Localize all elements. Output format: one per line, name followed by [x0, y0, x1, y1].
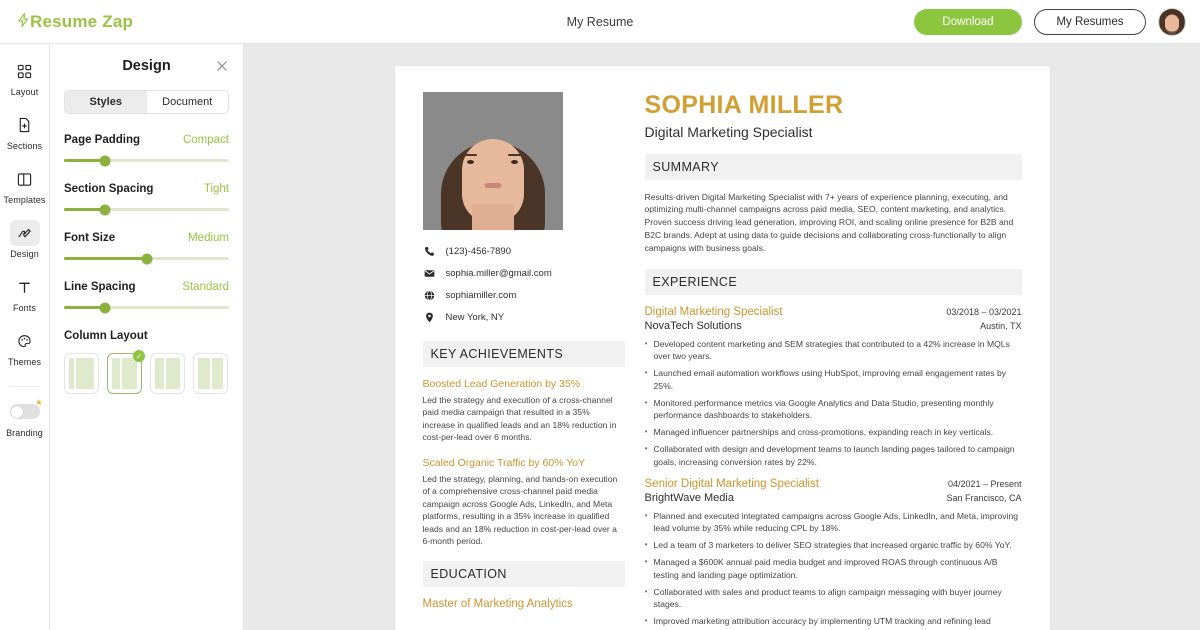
top-bar-actions — [914, 8, 1186, 36]
branding-toggle-wrap — [10, 398, 43, 425]
resume-canvas[interactable] — [244, 44, 1200, 630]
slider-label: Font Size — [64, 232, 116, 244]
column-preview-block — [122, 358, 137, 389]
top-bar — [0, 0, 1200, 44]
photo-eye-left — [467, 160, 474, 164]
bullet-text: Improved marketing attribution accuracy by implementing UTM tracking and refining lead — [653, 616, 991, 627]
bullet-text: Managed influencer partnerships and cross-promotions, expanding reach in key verticals. — [653, 427, 994, 438]
photo-mouth — [484, 183, 501, 188]
sidebar-item-fonts[interactable] — [2, 274, 48, 313]
slider-label: Line Spacing — [64, 281, 136, 293]
sidebar-item-design[interactable] — [2, 220, 48, 259]
sidebar-item-label: Sections — [6, 141, 43, 151]
column-layout-option-balanced-left[interactable] — [150, 353, 185, 394]
job-bullet — [645, 397, 1022, 421]
bullet-dot: • — [644, 396, 648, 407]
contact-email — [423, 268, 625, 279]
job-location: Austin, TX — [980, 320, 1022, 331]
text-t-icon — [10, 274, 40, 300]
column-layout-label: Column Layout — [64, 330, 148, 342]
sidebar-item-label: Layout — [10, 87, 39, 97]
bullet-dot: • — [644, 367, 648, 378]
achievement-item — [423, 457, 625, 548]
crown-icon: ★ — [35, 398, 43, 407]
slider-line-spacing — [64, 281, 229, 309]
experience-title-row — [645, 306, 1022, 318]
photo-eye-right — [511, 160, 518, 164]
contact-value: (123)-456-7890 — [445, 246, 511, 257]
achievement-title: Scaled Organic Traffic by 60% YoY — [422, 456, 586, 469]
column-layout-options — [64, 353, 229, 394]
column-layout-option-sidebar-narrow-left[interactable] — [64, 353, 99, 394]
app-logo[interactable] — [18, 12, 133, 32]
bullet-text: Planned and executed integrated campaigns across Google Ads, LinkedIn, and Meta, improving lead volume by 35% while reducing CPL by 18%. — [653, 510, 1019, 533]
slider-value: Tight — [203, 183, 229, 195]
column-layout-option-wide-left[interactable] — [193, 353, 228, 394]
bullet-dot: • — [644, 509, 648, 520]
photo-neck — [472, 204, 514, 230]
job-title: Digital Marketing Specialist — [644, 305, 783, 318]
contact-value: sophiamiller.com — [445, 290, 517, 301]
resume-role: Digital Marketing Specialist — [644, 123, 813, 140]
close-icon[interactable] — [215, 59, 229, 73]
column-preview-block — [112, 358, 120, 389]
resume-photo — [423, 92, 563, 230]
bullet-text: Led a team of 3 marketers to deliver SEO strategies that increased organic traffic by 60% YoY. — [653, 540, 1012, 551]
job-bullet — [645, 615, 1022, 627]
column-preview-block — [76, 358, 94, 389]
bullet-dot: • — [644, 539, 648, 550]
slider-thumb[interactable] — [100, 302, 111, 313]
column-preview-block — [212, 358, 223, 389]
file-plus-icon — [10, 112, 40, 138]
check-icon: ✓ — [133, 350, 145, 362]
font-size-slider[interactable] — [64, 257, 229, 260]
achievement-body: Led the strategy, planning, and hands-on execution of a comprehensive cross-channel paid media campaign across Google Ads, LinkedIn, and Meta platforms, resulting in a 35% increase in qualified leads and an 18% reduction in cost-per-lead over a 6-month period. — [422, 473, 618, 547]
bullet-text: Collaborated with design and development teams to launch landing pages tailored to campaign goals, increasing conversion rates by 22%. — [653, 444, 1015, 467]
sidebar-item-label: Branding — [6, 428, 43, 438]
sidebar-item-label: Templates — [3, 195, 46, 205]
resume-right-column — [645, 92, 1022, 630]
slider-value: Medium — [188, 232, 229, 244]
design-panel-header — [64, 58, 229, 74]
slider-thumb[interactable] — [141, 253, 152, 264]
achievement-body: Led the strategy and execution of a cross-channel paid media campaign that resulted in a 35% increase in qualified leads and an 18% reduction in cost-per-lead over 6 months. — [422, 395, 617, 443]
experience-heading: EXPERIENCE — [645, 269, 1022, 295]
job-dates: 04/2021 – Present — [947, 478, 1022, 489]
slider-value: Compact — [182, 134, 229, 146]
slider-header — [64, 134, 229, 146]
job-dates: 03/2018 – 03/2021 — [946, 306, 1022, 317]
achievement-item — [423, 378, 625, 444]
column-preview-block — [166, 358, 180, 389]
resume-left-column — [423, 92, 625, 630]
job-bullet — [645, 426, 1022, 438]
experience-title-row — [645, 478, 1022, 490]
slider-label: Page Padding — [64, 134, 141, 146]
bullet-text: Developed content marketing and SEM strategies that contributed to a 42% increase in MQLs over two years. — [653, 338, 1010, 362]
branding-toggle[interactable] — [10, 398, 43, 420]
key-achievements-heading: KEY ACHIEVEMENTS — [423, 341, 625, 367]
tab-styles[interactable]: Styles — [65, 91, 147, 113]
summary-body: Results-driven Digital Marketing Specialist with 7+ years of experience planning, executing, and optimizing multi-channel campaigns across paid media, SEO, content marketing, and analytics. Proven success driving lead generation, improving ROI, and scaling online presence for B2B and B2C brands. Adept at using data to guide decisions and collaborating cross-functionally to align campaigns with business goals. — [644, 191, 1014, 254]
panel-title: Design — [122, 58, 171, 74]
slider-thumb[interactable] — [100, 204, 111, 215]
app-body — [0, 44, 1200, 630]
summary-heading: SUMMARY — [645, 154, 1022, 180]
column-preview-block — [155, 358, 164, 389]
column-preview-block — [198, 358, 210, 389]
contact-website — [423, 290, 625, 301]
job-bullet — [645, 556, 1022, 580]
slider-font-size — [64, 232, 229, 260]
sidebar-item-label: Themes — [7, 357, 42, 367]
bullet-dot: • — [644, 556, 648, 567]
line-spacing-slider[interactable] — [64, 306, 229, 309]
column-preview-block — [69, 358, 74, 389]
bullet-text: Launched email automation workflows using HubSpot, improving email engagement rates by 25%. — [653, 368, 1007, 391]
job-company: BrightWave Media — [644, 491, 734, 504]
job-bullet — [645, 539, 1022, 551]
contact-value: sophia.miller@gmail.com — [445, 268, 552, 279]
sidebar-item-layout[interactable] — [2, 58, 48, 97]
bullet-text: Collaborated with sales and product teams to align campaign messaging with buyer journey stages. — [653, 586, 1002, 609]
column-layout-option-sidebar-left[interactable] — [107, 353, 142, 394]
phone-icon — [423, 246, 436, 257]
photo-brow-right — [508, 154, 521, 156]
palette-icon — [10, 328, 40, 354]
slider-header — [64, 232, 229, 244]
sidebar-item-templates[interactable] — [2, 166, 48, 205]
slider-thumb[interactable] — [100, 155, 111, 166]
app-logo-text: Resume Zap — [30, 11, 134, 31]
experience-company-row — [645, 318, 1022, 332]
job-bullets — [645, 338, 1022, 468]
education-degree: Master of Marketing Analytics — [422, 597, 573, 610]
slider-label: Section Spacing — [64, 183, 154, 195]
contact-value: New York, NY — [445, 312, 505, 323]
job-bullets — [645, 510, 1022, 628]
job-bullet — [645, 510, 1022, 534]
page-padding-slider[interactable] — [64, 159, 229, 162]
grid-icon — [10, 58, 40, 84]
job-bullet — [645, 367, 1022, 391]
experience-company-row — [645, 490, 1022, 504]
experience-entry — [645, 306, 1022, 468]
job-bullet — [645, 586, 1022, 610]
pen-icon — [10, 220, 40, 246]
key-achievements-list — [423, 378, 625, 548]
sidebar-item-sections[interactable] — [2, 112, 48, 151]
design-tabs — [64, 90, 229, 114]
photo-brow-left — [464, 154, 477, 156]
bullet-dot: • — [644, 615, 648, 626]
achievement-title: Boosted Lead Generation by 35% — [422, 378, 581, 390]
design-panel — [50, 44, 244, 630]
experience-entry — [645, 478, 1022, 628]
bullet-dot: • — [644, 337, 648, 348]
sidebar-item-themes[interactable] — [2, 328, 48, 367]
bullet-dot: • — [644, 443, 648, 454]
bullet-text: Managed a $600K annual paid media budget and improved ROAS through continuous A/B testing and landing page optimization. — [653, 557, 998, 580]
sidebar-item-branding[interactable] — [2, 399, 48, 438]
rail-divider — [10, 386, 40, 387]
avatar-hair-sides — [1160, 15, 1184, 35]
resume-name: SOPHIA MILLER — [644, 91, 844, 119]
mail-icon — [423, 268, 436, 279]
sidebar-item-label: Design — [10, 249, 39, 259]
globe-icon — [423, 290, 436, 301]
toggle-knob — [11, 406, 23, 418]
job-bullet — [645, 443, 1022, 467]
slider-value: Standard — [182, 281, 229, 293]
bullet-dot: • — [644, 426, 648, 437]
lightning-bolt-icon — [18, 12, 29, 32]
my-resumes-button[interactable]: My Resumes — [1034, 9, 1146, 35]
slider-fill — [64, 257, 147, 260]
bullet-dot: • — [644, 585, 648, 596]
education-heading: EDUCATION — [423, 561, 625, 587]
tab-document[interactable]: Document — [147, 91, 229, 113]
tool-rail — [0, 44, 50, 630]
sidebar-item-label: Fonts — [12, 303, 36, 313]
job-bullet — [645, 338, 1022, 362]
bullet-text: Monitored performance metrics via Google Analytics and Data Studio, presenting monthly performance dashboards to stakeholders. — [653, 397, 994, 420]
document-title: My Resume — [566, 14, 634, 29]
slider-section-spacing — [64, 183, 229, 211]
slider-page-padding — [64, 134, 229, 162]
job-company: NovaTech Solutions — [644, 319, 742, 332]
job-location: San Francisco, CA — [946, 492, 1022, 503]
contact-location — [423, 312, 625, 323]
avatar[interactable] — [1158, 8, 1186, 36]
columns-icon — [10, 166, 40, 192]
slider-header — [64, 183, 229, 195]
pin-icon — [423, 312, 436, 323]
slider-header — [64, 281, 229, 293]
job-title: Senior Digital Marketing Specialist — [644, 477, 819, 490]
download-button[interactable]: Download — [914, 9, 1022, 35]
resume-page — [395, 66, 1050, 630]
contact-phone — [423, 246, 625, 257]
contact-list — [423, 246, 625, 323]
section-spacing-slider[interactable] — [64, 208, 229, 211]
